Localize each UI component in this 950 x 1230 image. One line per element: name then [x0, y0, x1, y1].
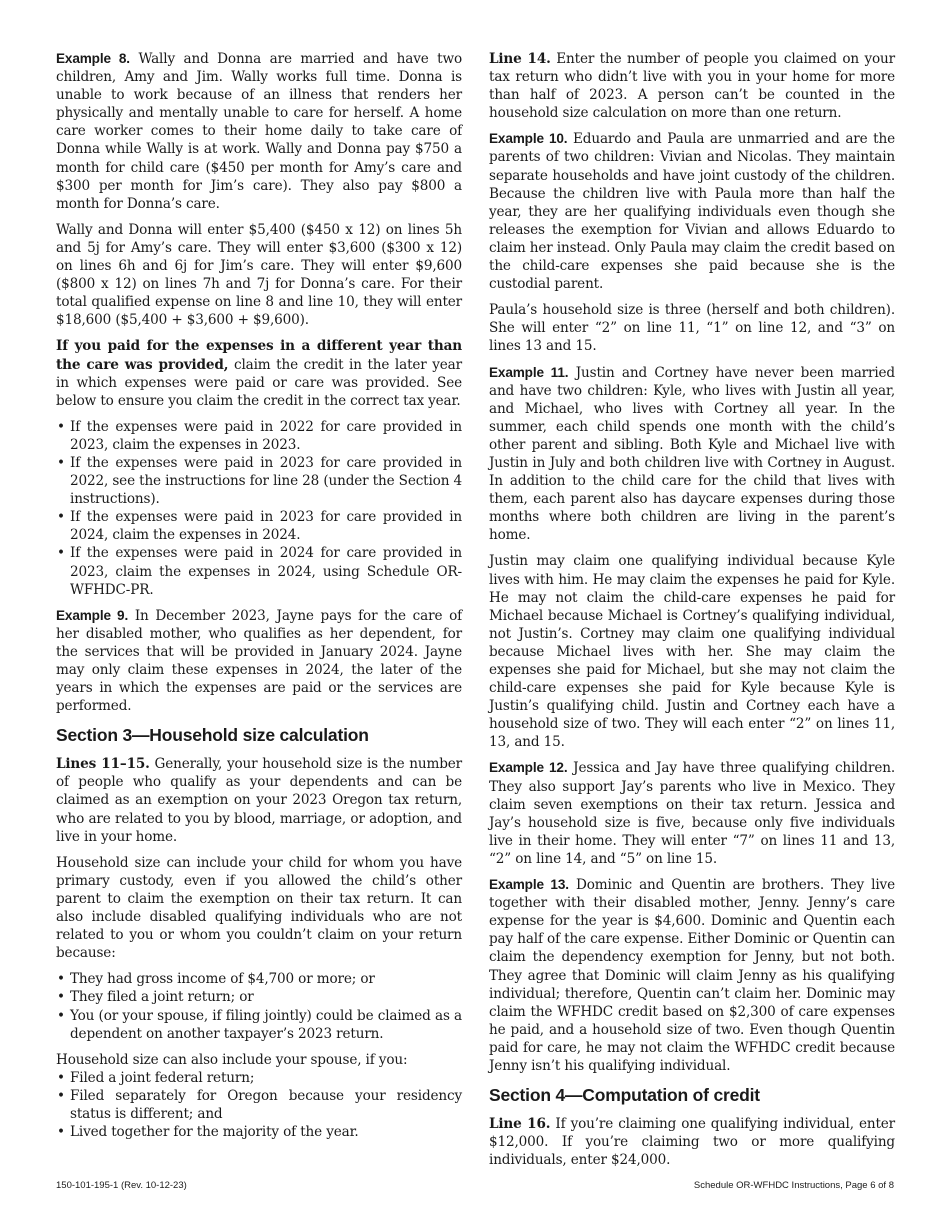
list-item: [56, 1007, 462, 1043]
line-14: [489, 50, 895, 122]
example-11: [489, 364, 895, 545]
list-item-text: If the expenses were paid in 2022 for care provided in 2023, claim the expenses in 2023.: [70, 418, 462, 453]
example-13-lead: Example 13.: [489, 877, 569, 893]
example-11-text: Justin and Cortney have never been married and have two children: Kyle, who lives with Justin all year, and Michael, who lives with Cortney all year. In the summer, each child spends one month with the child’s other parent and sibling. Both Kyle and Michael live with Justin in July and both children live with Cortney in August. In addition to the child care for the child that lives with them, each parent also has daycare expenses during those months where both children are living in the parent’s home.: [489, 364, 895, 544]
bullet-icon: •: [57, 971, 65, 988]
bullet-icon: •: [57, 454, 65, 471]
line-14-text: Enter the number of people you claimed on your tax return who didn’t live with you in your home for more than half of 2023. A person can’t be counted in the household size calculation on more than one return.: [489, 51, 896, 122]
example-12-lead: Example 12.: [489, 760, 568, 776]
list-item: [56, 1087, 462, 1123]
example-8: [56, 50, 462, 213]
line-16-lead: Line 16.: [489, 1116, 551, 1133]
bullet-icon: •: [57, 989, 65, 1006]
different-year-text: claim the credit in the later year in which expenses were paid or care was provided. See below to ensure you claim the credit in the correct tax year.: [56, 356, 462, 409]
list-item: [56, 544, 462, 598]
section-3-heading: Section 3—Household size calculation: [56, 725, 369, 746]
list-item-text: You (or your spouse, if filing jointly) could be claimed as a dependent on another taxpayer’s 2023 return.: [70, 1007, 462, 1042]
example-11-lead: Example 11.: [489, 364, 569, 380]
household-size-paragraph: Household size can include your child for whom you have primary custody, even if you allowed the child’s other parent to claim the exemption on their tax return. It can also include disabled qualifying individuals who are not related to you or whom you couldn’t claim on your return because:: [56, 854, 462, 962]
bullet-icon: •: [57, 1124, 65, 1141]
example-13: [489, 876, 895, 1075]
line-14-lead: Line 14.: [489, 51, 551, 67]
list-item: [56, 1069, 462, 1087]
example-12-text: Jessica and Jay have three qualifying children. They also support Jay’s parents who live in Mexico. They claim seven exemptions on their tax return. Jessica and Jay’s household size is five, because only five individuals live in their home. They will enter “7” on lines 11 and 13, “2” on line 14, and “5” on line 15.: [489, 760, 895, 867]
list-item-text: They filed a joint return; or: [70, 989, 254, 1006]
bullet-icon: •: [57, 1087, 65, 1104]
bullet-icon: •: [57, 1007, 65, 1024]
left-column: [56, 50, 462, 1149]
spouse-intro: Household size can also include your spouse, if you:: [56, 1051, 408, 1068]
lines-11-15: [56, 755, 462, 845]
example-11-continued: Justin may claim one qualifying individual because Kyle lives with him. He may claim the expenses he paid for Kyle. He may not claim the child-care expenses he paid for Michael because Michael is Cortney’s qualifying individual, not Justin’s. Cortney may claim one qualifying individual because Michael lives with her. She may claim the expenses she paid for Michael, but she may not claim the child-care expenses she paid for Kyle because Kyle is Justin’s qualifying child. Justin and Cortney each have a household size of two. They will each enter “2” on lines 11, 13, and 15.: [489, 553, 895, 751]
example-8-text: Wally and Donna are married and have two children, Amy and Jim. Wally works full time. Donna is unable to work because of an illness that renders her physically and mentally unable to care for herself. A home care worker comes to their home daily to take care of Donna while Wally is at work. Wally and Donna pay $750 a month for child care ($450 per month for Amy’s care and $300 per month for Jim’s care). They also pay $800 a month for Donna’s care.: [56, 51, 462, 212]
example-9: [56, 607, 462, 716]
list-item-text: If the expenses were paid in 2024 for care provided in 2023, claim the expenses in 2024, using Schedule OR-WFHDC-PR.: [70, 545, 462, 598]
list-item: [56, 1123, 462, 1141]
list-item-text: Lived together for the majority of the year.: [70, 1124, 359, 1141]
different-year-note: [56, 337, 462, 409]
example-12: [489, 759, 895, 868]
disabled-individuals-list: [56, 970, 462, 1042]
list-item-text: Filed separately for Oregon because your residency status is different; and: [70, 1087, 462, 1122]
list-item-text: If the expenses were paid in 2023 for care provided in 2024, claim the expenses in 2024.: [70, 509, 462, 544]
list-item: [56, 508, 462, 544]
spouse-conditions-list: [56, 1069, 462, 1141]
bullet-icon: •: [57, 545, 65, 562]
list-item-text: Filed a joint federal return;: [70, 1069, 255, 1086]
example-10: [489, 130, 895, 293]
list-item: [56, 970, 462, 988]
list-item: [56, 988, 462, 1006]
example-10-lead: Example 10.: [489, 131, 568, 147]
example-8-continued: Wally and Donna will enter $5,400 ($450 x 12) on lines 5h and 5j for Amy’s care. They will enter $3,600 ($300 x 12) on lines 6h and 6j for Jim’s care. They will enter $9,600 ($800 x 12) on lines 7h and 7j for Donna’s care. For their total qualified expense on line 8 and line 10, they will enter $18,600 ($5,400 + $3,600 + $9,600).: [56, 221, 462, 329]
list-item-text: They had gross income of $4,700 or more; or: [70, 971, 375, 988]
right-column: [489, 50, 895, 1177]
example-8-lead: Example 8.: [56, 51, 130, 66]
year-rules-list: [56, 418, 462, 599]
bullet-icon: •: [57, 1069, 65, 1086]
list-item: [56, 454, 462, 508]
line-16: [489, 1115, 895, 1169]
example-13-text: Dominic and Quentin are brothers. They live together with their disabled mother, Jenny. Jenny’s care expense for the year is $4,600. Dominic and Quentin each pay half of the care expense. Either Dominic or Quentin can claim the dependency exemption for Jenny, but not both. They agree that Dominic will claim Jenny as his qualifying individual; therefore, Quentin can’t claim her. Dominic may claim the WFHDC credit based on $2,300 of care expenses he paid, and a household size of two. Even though Quentin paid for care, he may not claim the WFHDC credit because Jenny isn’t his qualifying individual.: [489, 877, 895, 1074]
section-4-heading: Section 4—Computation of credit: [489, 1085, 760, 1106]
lines-11-15-text: Generally, your household size is the number of people who qualify as your dependents and can be claimed as an exemption on your 2023 Oregon tax return, who are related to you by blood, marriage, or adoption, and live in your home.: [56, 756, 462, 845]
different-year-lead: If you paid for the expenses in a different year than the care was provided,: [56, 338, 462, 373]
bullet-icon: •: [57, 509, 65, 526]
list-item: [56, 418, 462, 454]
example-9-text: In December 2023, Jayne pays for the care of her disabled mother, who qualifies as her dependent, for the services that will be provided in January 2024. Jayne may only claim these expenses in 2024, the later of the years in which the expenses are paid or the services are performed.: [56, 607, 462, 715]
example-10-text: Eduardo and Paula are unmarried and are the parents of two children: Vivian and Nicolas. They maintain separate households and have joint custody of the children. Because the children live with Paula more than half the year, they are her qualifying individuals even though she releases the exemption for Vivian and allows Eduardo to claim her instead. Only Paula may claim the credit based on the child-care expenses she paid because she is the custodial parent.: [489, 131, 895, 293]
form-number: 150-101-195-1 (Rev. 10-12-23): [56, 1180, 187, 1191]
lines-11-15-lead: Lines 11–15.: [56, 756, 150, 773]
bullet-icon: •: [57, 418, 65, 435]
line-16-text: If you’re claiming one qualifying individual, enter $12,000. If you’re claiming two or more qualifying individuals, enter $24,000.: [489, 1116, 896, 1169]
page-label: Schedule OR-WFHDC Instructions, Page 6 of 8: [693, 1180, 894, 1191]
example-10-continued: Paula’s household size is three (herself and both children). She will enter “2” on line 11, “1” on line 12, and “3” on lines 13 and 15.: [489, 302, 895, 355]
list-item-text: If the expenses were paid in 2023 for care provided in 2022, see the instructions for line 28 (under the Section 4 instructions).: [70, 454, 462, 508]
example-9-lead: Example 9.: [56, 607, 129, 623]
